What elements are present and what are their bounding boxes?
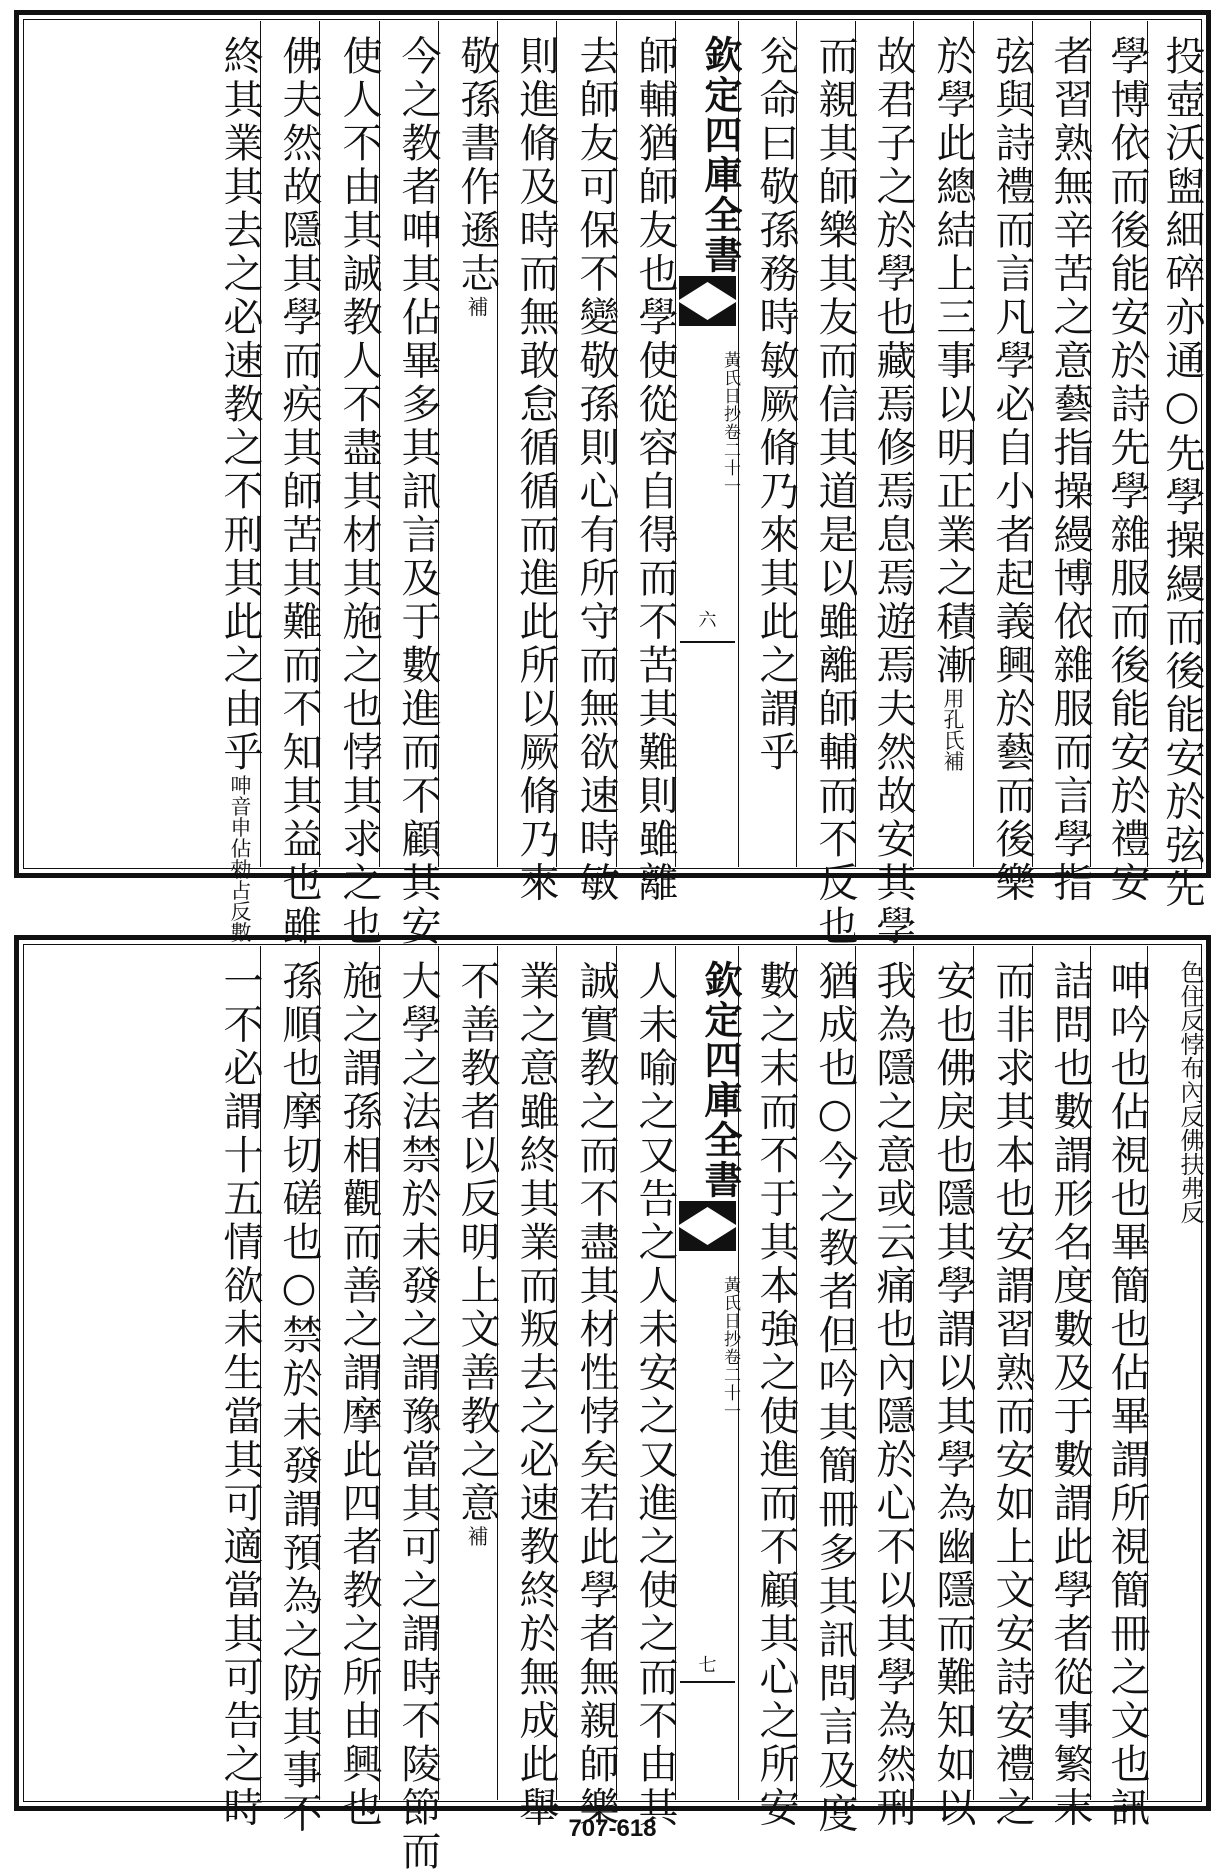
spine-subtitle: 黃氏日抄卷二十一	[720, 351, 740, 495]
fishtail-mark	[679, 1201, 736, 1225]
column-text	[439, 35, 500, 317]
spine-title: 欽定四庫全書	[698, 960, 743, 1200]
spine-column	[675, 21, 743, 867]
top-page-frame	[14, 10, 1211, 949]
text-column	[25, 946, 263, 1830]
spine-column	[675, 946, 743, 1800]
column-text: 者習熟無辛苦之意藝指操縵博依雜服而言學指	[1047, 35, 1093, 905]
column-text: 佛夫然故隱其學而疾其師苦其難而不知其益也雖	[276, 35, 322, 949]
text-column	[497, 21, 559, 905]
text-column	[913, 21, 976, 867]
text-column	[973, 21, 1035, 905]
text-column	[379, 946, 441, 1874]
text-column	[319, 21, 382, 949]
column-main-text: 敬孫書作遜志	[454, 35, 500, 296]
spine-page-number: 七	[698, 1655, 717, 1676]
column-text: 今之教者呻其佔畢多其訊言及于數進而不顧其安	[395, 35, 441, 949]
column-text: 大學之法禁於未發之謂豫當其可之謂時不陵節而	[395, 960, 441, 1874]
column-text: 業之意雖終其業而叛去之必速教終於無成此舉	[513, 960, 559, 1830]
spine-page-number: 六	[698, 610, 717, 631]
column-text: 投壺沃盥細碎亦通○先學操縵而後能安於弦先	[1159, 35, 1205, 911]
text-column	[497, 946, 559, 1830]
text-column	[855, 21, 916, 949]
column-text: 師輔猶師友也學使從容自得而不苦其難則雖離	[632, 35, 678, 905]
annotation-note: 補	[465, 296, 489, 317]
text-column	[556, 21, 619, 905]
column-text: 學博依而後能安於詩先學雜服而後能安於禮安	[1104, 35, 1150, 905]
spine-rule	[680, 1681, 735, 1683]
annotation-note: 用孔氏補	[941, 687, 965, 772]
spine-title: 欽定四庫全書	[698, 35, 743, 275]
text-column	[973, 946, 1035, 1830]
column-text: 故君子之於學也藏焉修焉息焉遊焉夫然故安其學	[870, 35, 916, 949]
fishtail-mark	[679, 1227, 736, 1251]
text-column	[1147, 946, 1202, 1800]
column-text: 兊命曰敬孫務時敏厥脩乃來其此之謂乎	[753, 35, 799, 775]
column-main-text: 於學此總結上三事以明正業之積漸	[930, 35, 976, 688]
column-text: 呻吟也佔視也畢簡也佔畢謂所視簡冊之文也訊	[1104, 960, 1150, 1830]
column-text: 孫順也摩切磋也○禁於未發謂預為之防其事不	[276, 960, 322, 1836]
annotation-note: 呻音申佔勑占反數	[228, 774, 252, 943]
column-text: 一不必謂十五情欲未生當其可適當其可告之時	[217, 960, 263, 1830]
text-column	[379, 21, 441, 949]
column-text: 而親其師樂其友而信其道是以雖離師輔而不反也	[812, 35, 858, 949]
annotation-note: 補	[465, 1525, 489, 1547]
column-text: 施之謂孫相觀而善之謂摩此四者教之所由興也	[336, 960, 382, 1830]
text-column	[616, 946, 678, 1830]
column-text: 詰問也數謂形名度數及于數謂此學者從事繁末	[1047, 960, 1093, 1830]
text-column	[738, 21, 799, 867]
text-column	[1032, 946, 1093, 1830]
text-column	[260, 21, 322, 949]
fishtail-mark	[679, 276, 736, 300]
column-text: 人未喻之又告之人未安之又進之使之而不由其	[632, 960, 678, 1830]
column-text: 數之末而不于其本強之使進而不顧其心之所安	[753, 960, 799, 1830]
column-main-text: 不善教者以反明上文善教之意	[454, 960, 500, 1526]
text-column	[438, 946, 500, 1800]
text-column	[319, 946, 382, 1830]
column-text: 使人不由其誠教人不盡其材其施之也悖其求之也	[336, 35, 382, 949]
text-column	[1090, 21, 1150, 905]
text-column	[1032, 21, 1093, 905]
text-column	[616, 21, 678, 905]
text-column	[556, 946, 619, 1830]
text-column	[260, 946, 322, 1836]
column-text: 我為隱之意或云痛也內隱於心不以其學為然刑	[870, 960, 916, 1830]
column-main-text: 終其業其去之必速教之不刑其此之由乎	[217, 35, 263, 775]
text-column	[1090, 946, 1150, 1830]
spine-rule	[680, 641, 735, 643]
column-text	[439, 960, 500, 1547]
text-column	[738, 946, 799, 1830]
column-text: 安也佛戾也隱其學謂以其學為幽隱而難知如以	[930, 960, 976, 1830]
spine-subtitle: 黃氏日抄卷二十一	[720, 1276, 740, 1420]
column-text: 猶成也○今之教者但吟其簡冊多其訊問言及度	[812, 960, 858, 1836]
column-text	[914, 35, 976, 772]
column-text: 誠實教之而不盡其材性悖矣若此學者無親師樂	[573, 960, 619, 1830]
text-column	[855, 946, 916, 1830]
column-text	[25, 35, 263, 943]
column-text: 去師友可保不變敬孫則心有所守而無欲速時敏	[573, 35, 619, 905]
column-text: 則進脩及時而無敢怠循循而進此所以厥脩乃來	[513, 35, 559, 905]
annotation-note: 色住反悖布內反佛扶弗反	[1176, 960, 1204, 1224]
page-number: 707-618	[568, 1815, 657, 1842]
text-column	[796, 946, 858, 1836]
column-text: 而非求其本也安謂習熟而安如上文安詩安禮之	[989, 960, 1035, 1830]
text-column	[796, 21, 858, 949]
column-text: 弦與詩禮而言凡學必自小者起義興於藝而後樂	[989, 35, 1035, 905]
fishtail-mark	[679, 302, 736, 326]
text-column	[25, 21, 263, 943]
text-column	[913, 946, 976, 1830]
text-column	[438, 21, 500, 867]
text-column	[1147, 21, 1205, 911]
